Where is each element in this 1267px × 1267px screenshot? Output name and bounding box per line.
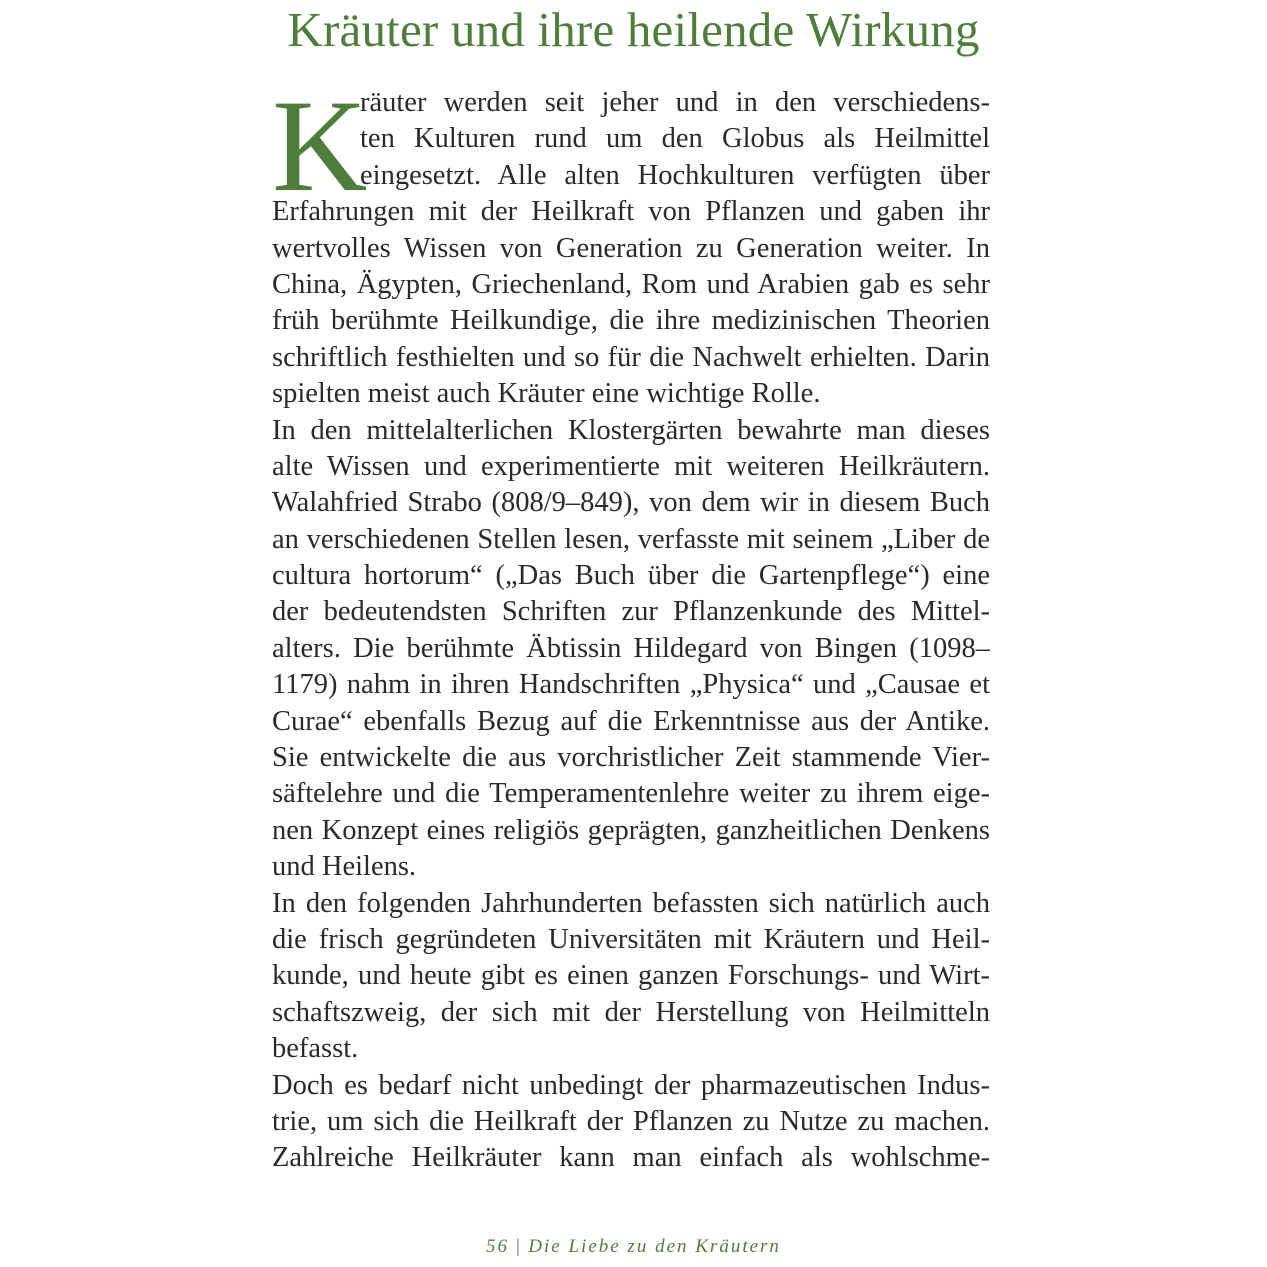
text-line: und Heilens. xyxy=(272,851,417,883)
text-line: Walahfried Strabo (808/9–849), von dem wir in diesem Buch xyxy=(272,487,990,519)
text-line: Curae“ ebenfalls Bezug auf die Erkenntnisse aus der Antike. xyxy=(272,705,990,737)
text-line: schaftszweig, der sich mit der Herstellung von Heilmitteln xyxy=(272,996,990,1028)
text-line: die frisch gegründeten Universitäten mit Kräutern und Heil- xyxy=(272,923,990,955)
text-line: befasst. xyxy=(272,1033,359,1065)
text-line: In den mittelalterlichen Klostergärten bewahrte man dieses xyxy=(272,414,990,446)
text-line: nen Konzept eines religiös geprägten, ganzheitlichen Denkens xyxy=(272,814,990,846)
text-line: räuter werden seit jeher und in den verschiedens- xyxy=(360,87,990,118)
text-line: ten Kulturen rund um den Globus als Heilmittel xyxy=(360,123,990,155)
running-title: Die Liebe zu den Kräutern xyxy=(528,1236,781,1257)
footer-separator: | xyxy=(515,1236,523,1257)
text-line: alters. Die berühmte Äbtissin Hildegard von Bingen (1098– xyxy=(272,632,990,664)
text-line: Zahlreiche Heilkräuter kann man einfach als wohlschme- xyxy=(272,1142,990,1174)
text-line: cultura hortorum“ („Das Buch über die Gartenpflege“) eine xyxy=(272,560,990,592)
text-line: an verschiedenen Stellen lesen, verfasste mit seinem „Liber de xyxy=(272,523,990,555)
drop-cap-initial: K xyxy=(272,72,368,219)
text-line: Erfahrungen mit der Heilkraft von Pflanzen und gaben ihr xyxy=(272,196,990,228)
text-line: Doch es bedarf nicht unbedingt der pharmazeutischen Indus- xyxy=(272,1069,990,1101)
text-line: eingesetzt. Alle alten Hochkulturen verfügten über xyxy=(360,159,990,191)
text-line: In den folgenden Jahrhunderten befassten sich natürlich auch xyxy=(272,887,990,919)
text-line: 1179) nahm in ihren Handschriften „Physica“ und „Causae et xyxy=(272,669,990,701)
text-line: Sie entwickelte die aus vorchristlicher Zeit stammende Vier- xyxy=(272,742,990,774)
text-line: kunde, und heute gibt es einen ganzen Forschungs- und Wirt- xyxy=(272,960,990,992)
page-number: 56 xyxy=(486,1236,510,1257)
text-line: China, Ägypten, Griechenland, Rom und Arabien gab es sehr xyxy=(272,268,990,300)
text-line: der bedeutendsten Schriften zur Pflanzenkunde des Mittel- xyxy=(272,596,990,628)
page-title: Kräuter und ihre heilende Wirkung xyxy=(287,2,980,57)
text-line: früh berühmte Heilkundige, die ihre medizinischen Theorien xyxy=(272,305,990,337)
text-line: wertvolles Wissen von Generation zu Generation weiter. In xyxy=(272,232,990,264)
body-text xyxy=(272,72,990,1177)
text-line: säftelehre und die Temperamentenlehre weiter zu ihrem eige- xyxy=(272,778,990,810)
text-line: schriftlich festhielten und so für die Nachwelt erhielten. Darin xyxy=(272,341,990,373)
page-footer xyxy=(0,1236,1267,1258)
text-line: trie, um sich die Heilkraft der Pflanzen zu Nutze zu machen. xyxy=(272,1105,990,1137)
text-line: spielten meist auch Kräuter eine wichtige Rolle. xyxy=(272,378,821,410)
text-line: alte Wissen und experimentierte mit weiteren Heilkräutern. xyxy=(272,450,990,482)
